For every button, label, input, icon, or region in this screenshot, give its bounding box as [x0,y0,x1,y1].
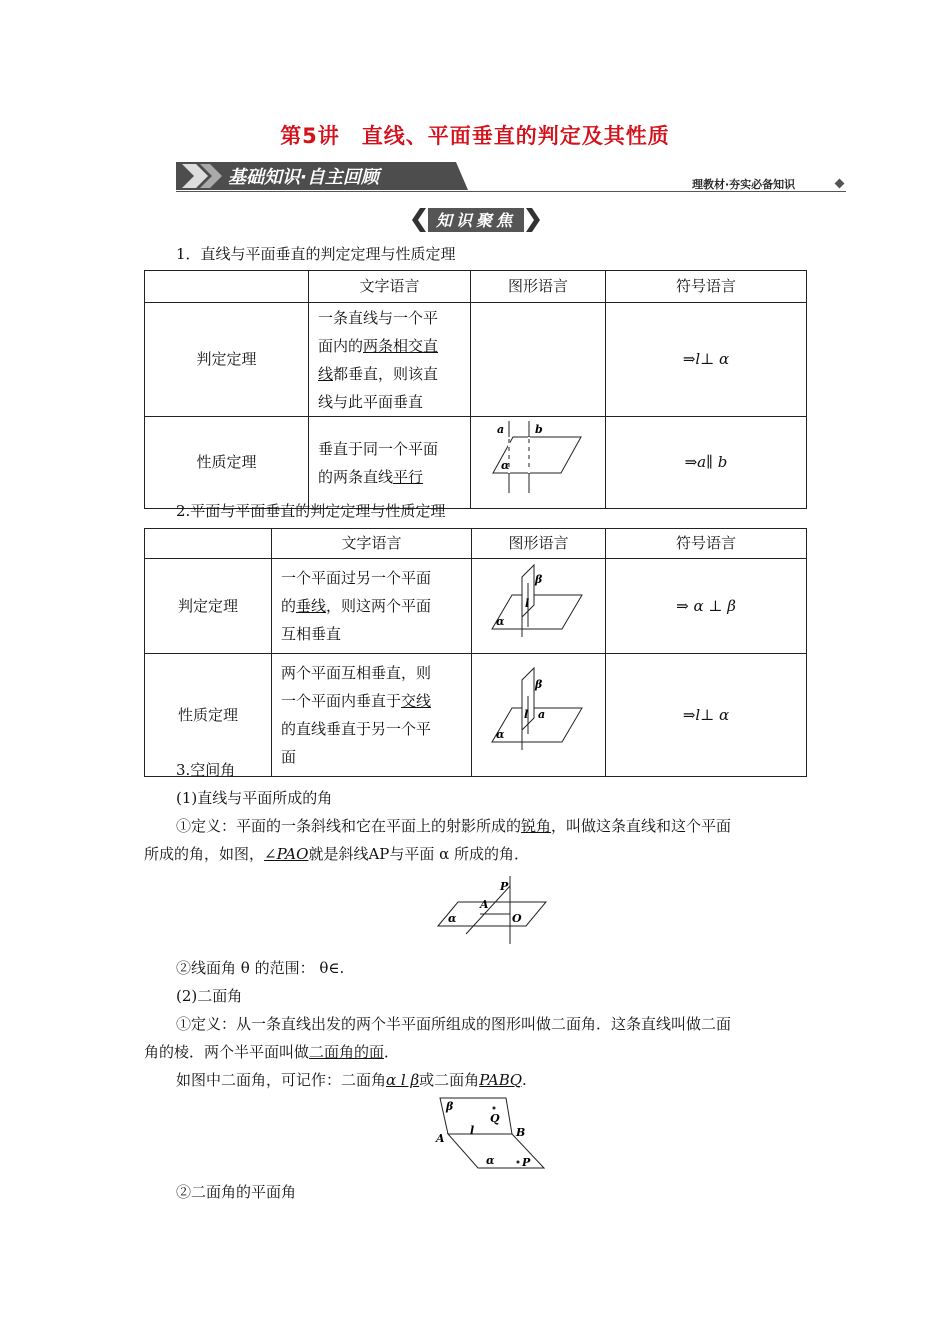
svg-text:β: β [446,1100,454,1113]
definition-line: 角的棱．两个半平面叫做二面角的面． [144,1043,400,1061]
svg-text:a: a [497,423,505,436]
svg-text:b: b [535,423,543,436]
symbol-language: ⇒a∥ b [606,417,807,509]
subsection-heading: (2)二面角 [176,987,243,1005]
svg-text:B: B [516,1126,526,1139]
knowledge-focus-label [412,206,540,234]
svg-text:l: l [524,708,529,721]
table-row [145,559,807,654]
svg-text:α: α [501,459,510,472]
text-language: 两个平面互相垂直，则 一个平面内垂直于交线 的直线垂直于另一个平 面 [272,654,472,777]
definition-line: 所成的角，如图，∠PAO就是斜线AP与平面 α 所成的角． [144,845,530,863]
symbol-language: ⇒l⊥ α [606,303,807,417]
svg-text:α: α [448,912,457,925]
text-language: 一个平面过另一个平面 的垂线，则这两个平面 互相垂直 [272,559,472,654]
row-name: 性质定理 [145,654,272,777]
table-header: 文字语言 [272,529,472,559]
section2-heading: 2.平面与平面垂直的判定定理与性质定理 [176,502,446,520]
svg-text:O: O [512,912,522,925]
line-plane-angle-figure [436,874,548,946]
definition-line: ①定义：平面的一条斜线和它在平面上的射影所成的锐角，叫做这条直线和这个平面 [176,817,732,835]
table-header: 图形语言 [471,271,606,303]
svg-text:l: l [470,1124,475,1137]
svg-text:Q: Q [490,1112,500,1125]
plane-property-figure [472,654,587,768]
svg-text:A: A [480,898,489,911]
table-header: 文字语言 [309,271,471,303]
svg-text:α: α [486,1154,495,1167]
table-header: 图形语言 [472,529,606,559]
section1-heading: 1．直线与平面垂直的判定定理与性质定理 [176,245,456,263]
header-rule [176,191,846,192]
range-line: ②线面角 θ 的范围： θ∈. [176,959,345,977]
svg-text:l: l [525,597,530,610]
row-name: 判定定理 [145,559,272,654]
svg-text:P: P [500,880,509,893]
table-row [145,417,807,509]
table-row [145,303,807,417]
svg-text:β: β [535,573,543,586]
notation-line: 如图中二面角，可记作：二面角α l β或二面角PABQ. [176,1071,527,1089]
definition-line: ①定义：从一条直线出发的两个半平面所组成的图形叫做二面角．这条直线叫做二面 [176,1015,732,1033]
diamond-icon [835,179,845,189]
plane-perpendicular-figure [472,559,587,645]
svg-text:β: β [535,678,543,691]
svg-text:P: P [522,1156,531,1169]
section3-heading: 3.空间角 [176,761,236,779]
banner-label: 基础知识·自主回顾 [228,167,379,188]
text-language: 垂直于同一个平面 的两条直线平行 [309,417,471,509]
row-name: 判定定理 [145,303,309,417]
section-banner [176,160,468,190]
svg-text:a: a [538,708,546,721]
symbol-language: ⇒l⊥ α [606,654,807,777]
banner-subtitle: 理教材·夯实必备知识 [692,178,796,191]
table-line-plane [144,270,807,509]
dihedral-angle-figure [432,1094,550,1172]
table-row [145,654,807,777]
svg-text:α: α [496,615,505,628]
svg-text:A: A [436,1132,445,1145]
svg-text:α: α [496,728,505,741]
table-plane-plane [144,528,807,777]
subsection-heading: ②二面角的平面角 [176,1183,297,1201]
text-language: 一条直线与一个平 面内的两条相交直 线都垂直，则该直 线与此平面垂直 [309,303,471,417]
symbol-language: ⇒ α ⊥ β [606,559,807,654]
row-name: 性质定理 [145,417,309,509]
subsection-heading: (1)直线与平面所成的角 [176,789,333,807]
svg-text:知识聚焦: 知识聚焦 [435,211,517,230]
page-title: 第5讲 直线、平面垂直的判定及其性质 [280,124,670,148]
parallel-lines-figure [471,417,587,500]
table-header: 符号语言 [606,529,807,559]
table-header: 符号语言 [606,271,807,303]
